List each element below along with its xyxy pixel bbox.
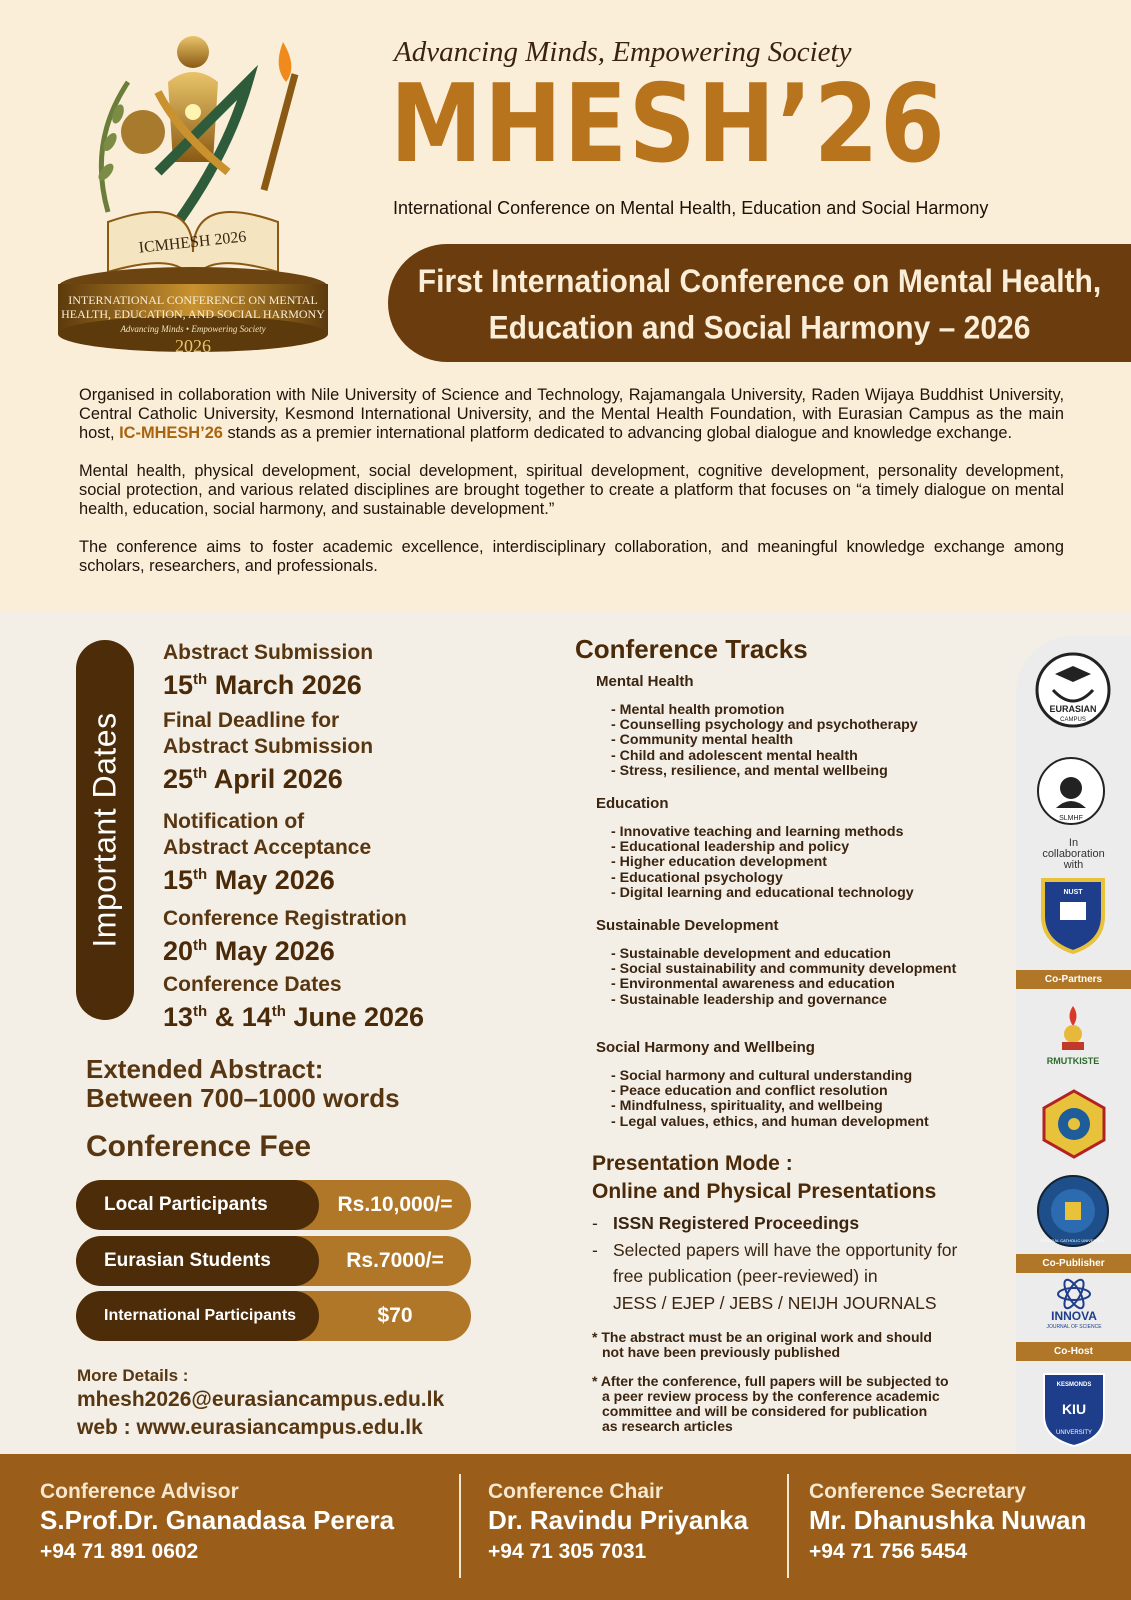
track-item: - Higher education development [611, 854, 827, 871]
track-sustainable-development: Sustainable Development - Sustainable development and education - Social sustainability and community development - Environmental awareness and education - Sustainable leadership and governance [596, 917, 957, 1008]
central-catholic-university-logo [1036, 1174, 1110, 1248]
track-item: - Peace education and conflict resolution [611, 1083, 888, 1100]
track-item: - Stress, resilience, and mental wellbeing [611, 762, 888, 779]
intro-paragraph-3: The conference aims to foster academic excellence, interdisciplinary collaboration, and meaningful knowledge exchange among scholars, researchers, and professionals. [79, 538, 1064, 575]
date-conference: Conference Dates 13th & 14th June 2026 [163, 973, 425, 1032]
contact-label: More Details : [77, 1366, 189, 1385]
track-item: - Environmental awareness and education [611, 976, 895, 993]
partner-logo-strip [1016, 636, 1131, 1454]
svg-text:CENTRAL CATHOLIC UNIVERSITY: CENTRAL CATHOLIC UNIVERSITY [1040, 1238, 1106, 1243]
conference-code: IC-MHESH’26 [119, 424, 223, 442]
advisor-phone[interactable]: +94 71 891 0602 [40, 1540, 199, 1563]
intro-paragraph-2: Mental health, physical development, social development, spiritual development, cognitive development, personality development, social protection, and various related disciplines are brought together to create a platform that focuses on “a timely dialogue on mental health, education, social harmony, and sustainable development.” [79, 462, 1064, 518]
footer-secretary: Conference Secretary Mr. Dhanushka Nuwan +94 71 756 5454 [809, 1480, 1086, 1567]
chair-phone[interactable]: +94 71 305 7031 [488, 1540, 647, 1563]
fee-row-eurasian: Eurasian Students Rs.7000/= [76, 1236, 471, 1286]
fee-title: Conference Fee [86, 1130, 312, 1163]
conference-title: MHESH’26 [390, 62, 947, 187]
note-peer-review: * After the conference, full papers will be subjected to a peer review process by the conference academic committee and will be considered for publication as research articles [592, 1373, 949, 1434]
track-social-harmony: Social Harmony and Wellbeing - Social harmony and cultural understanding - Peace education and conflict resolution - Mindfulness, spirituality, and wellbeing - Legal values, ethics, and human development [596, 1039, 929, 1130]
emblem-year: 2026 [175, 336, 211, 356]
publication-info: - ISSN Registered Proceedings - Selected papers will have the opportunity for free publication (peer-reviewed) in JESS / EJEP / JEBS / NEIJH JOURNALS [592, 1210, 992, 1316]
collaboration-label: In collaboration with [1042, 837, 1105, 871]
fee-row-international: International Participants $70 [76, 1291, 471, 1341]
note-original-work: * The abstract must be an original work and should not have been previously published [592, 1329, 932, 1360]
track-item: - Counselling psychology and psychotherapy [611, 717, 918, 734]
organizers-footer [0, 1454, 1131, 1600]
footer-divider [459, 1474, 461, 1578]
track-item: - Social sustainability and community development [611, 961, 957, 978]
emblem-motto: Advancing Minds • Empowering Society [120, 324, 266, 334]
presentation-mode: Presentation Mode : Online and Physical Presentations [592, 1152, 937, 1203]
emblem-ring-line2: HEALTH, EDUCATION, AND SOCIAL HARMONY [61, 307, 325, 321]
svg-text:EURASIAN: EURASIAN [1049, 704, 1097, 714]
emblem-ring-line1: INTERNATIONAL CONFERENCE ON MENTAL [68, 293, 318, 307]
track-item: - Innovative teaching and learning methods [611, 824, 904, 840]
track-item: - Sustainable development and education [611, 946, 891, 962]
svg-text:CAMPUS: CAMPUS [1060, 717, 1086, 723]
track-item: - Educational psychology [611, 869, 783, 886]
track-item: - Mindfulness, spirituality, and wellbeing [611, 1098, 883, 1115]
svg-text:INNOVA: INNOVA [1051, 1309, 1097, 1323]
contact-email[interactable]: mhesh2026@eurasiancampus.edu.lk [77, 1388, 445, 1411]
track-education: Education - Innovative teaching and learning methods - Educational leadership and policy - Higher education development - Educational psychology - Digital learning and educational technology [596, 795, 914, 901]
svg-text:UNIVERSITY: UNIVERSITY [1055, 1430, 1093, 1436]
banner-line-2: Education and Social Harmony – 2026 [488, 310, 1031, 347]
track-item: - Community mental health [611, 732, 794, 749]
footer-chair: Conference Chair Dr. Ravindu Priyanka +94 71 305 7031 [488, 1480, 748, 1567]
cohost-label: Co-Host [1016, 1342, 1131, 1361]
important-dates-heading: Important Dates [86, 712, 123, 948]
track-item: - Mental health promotion [611, 702, 785, 718]
svg-text:SLMHF: SLMHF [1059, 815, 1083, 822]
svg-text:JOURNAL OF SCIENCE: JOURNAL OF SCIENCE [1046, 1324, 1102, 1330]
track-item: - Digital learning and educational technology [611, 884, 914, 901]
emblem-name: ICMHESH 2026 [137, 228, 248, 257]
rmutk-logo [1040, 1002, 1106, 1068]
svg-text:KESMONDS: KESMONDS [1056, 1382, 1092, 1388]
copartners-label: Co-Partners [1016, 970, 1131, 989]
tagline: Advancing Minds, Empowering Society [394, 36, 852, 68]
intro-text [79, 386, 1064, 595]
intro-paragraph-1: Organised in collaboration with Nile University of Science and Technology, Rajamangala University, Raden Wijaya Buddhist University, Central Catholic University, Kesmond International University, and the Mental Health Foundation, with Eurasian Campus as the main host, IC-MHESH’26 stands as a premier international platform dedicated to advancing global dialogue and knowledge exchange. [79, 386, 1064, 442]
track-item: - Sustainable leadership and governance [611, 991, 887, 1008]
date-registration: Conference Registration 20th May 2026 [163, 907, 407, 966]
tracks-title: Conference Tracks [575, 634, 808, 664]
selected-papers-bullet: Selected papers will have the opportunity for [613, 1239, 958, 1260]
issn-bullet: ISSN Registered Proceedings [613, 1213, 860, 1233]
nust-shield-logo [1038, 872, 1108, 956]
journals-list: JESS / EJEP / JEBS / NEIJH JOURNALS [613, 1292, 937, 1313]
slmhf-logo [1036, 756, 1106, 826]
secretary-phone[interactable]: +94 71 756 5454 [809, 1540, 968, 1563]
raden-wijaya-logo [1038, 1088, 1110, 1160]
conference-subtitle: International Conference on Mental Health, Education and Social Harmony [393, 198, 989, 218]
svg-text:RMUTKISTE: RMUTKISTE [1046, 1056, 1100, 1066]
track-mental-health: Mental Health - Mental health promotion - Counselling psychology and psychotherapy - Community mental health - Child and adolescent mental health - Stress, resilience, and mental wellbeing [596, 673, 918, 779]
kesmonds-university-logo [1040, 1370, 1108, 1448]
svg-text:NUST: NUST [1063, 889, 1083, 896]
banner-line-1: First International Conference on Mental Health, [417, 263, 1102, 300]
date-abstract-submission: Abstract Submission 15th March 2026 [163, 641, 374, 700]
important-dates-pill [76, 640, 134, 1020]
track-item: - Child and adolescent mental health [611, 747, 858, 764]
track-item: - Legal values, ethics, and human development [611, 1113, 929, 1130]
extended-abstract: Extended Abstract: Between 700–1000 words [86, 1054, 400, 1113]
innova-journal-logo [1040, 1278, 1108, 1330]
footer-advisor: Conference Advisor S.Prof.Dr. Gnanadasa Perera +94 71 891 0602 [40, 1480, 394, 1567]
title-banner [388, 244, 1131, 362]
eurasian-campus-logo [1033, 650, 1113, 730]
date-notification: Notification of Abstract Acceptance 15th May 2026 [163, 810, 372, 895]
footer-divider [787, 1474, 789, 1578]
header-section [0, 0, 1131, 612]
copublisher-label: Co-Publisher [1016, 1254, 1131, 1273]
conference-emblem [48, 22, 338, 362]
track-item: - Social harmony and cultural understanding [611, 1068, 913, 1084]
track-item: - Educational leadership and policy [611, 839, 850, 856]
contact-web[interactable]: web : www.eurasiancampus.edu.lk [77, 1416, 423, 1439]
fee-row-local: Local Participants Rs.10,000/= [76, 1180, 471, 1230]
contact-details [77, 1366, 444, 1442]
date-final-deadline: Final Deadline for Abstract Submission 25th April 2026 [163, 709, 374, 794]
svg-text:KIU: KIU [1061, 1401, 1087, 1417]
